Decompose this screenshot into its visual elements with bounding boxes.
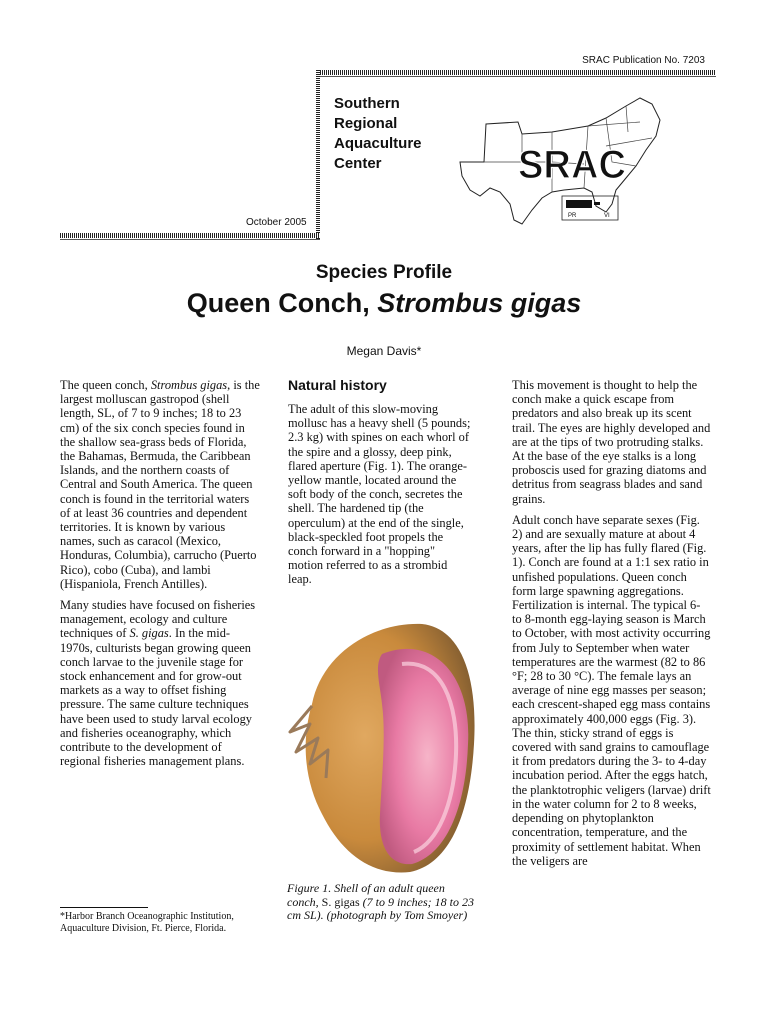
column-middle	[288, 402, 473, 594]
footnote-affiliation: *Harbor Branch Oceanographic Institution, Aquaculture Division, Ft. Pierce, Florida.	[60, 911, 234, 934]
srac-region-map-logo	[456, 92, 670, 232]
text-run: , is the largest molluscan gastropod (shell length, SL, of 7 to 9 inches; 18 to 23 cm) of the six conch species found in the shallow sea-grass beds of Florida, the Bahamas, Bermuda, the Caribbean Islands, and the northern coasts of Central and South America. The queen conch is found in the territorial waters of at least 36 countries and dependent territories. It is known by various names, such as caracol (Mexico, Honduras, Columbia), carrucho (Puerto Rico), cobo (Cuba), and lambi (Hispaniola, French Antilles).	[60, 378, 260, 591]
center-name-line: Regional	[334, 115, 398, 132]
text-run: . In the mid-1970s, culturists began growing queen conch larvae to the juvenile stage for stock enhancement and for grow-out markets as a way to offset fishing pressure. The same culture techniques have been used to study larval ecology and fisheries oceanography, which contribute to the development of regional fisheries management plans.	[60, 626, 252, 769]
header-rule-top-thin	[316, 76, 716, 77]
footnote-rule	[60, 907, 148, 908]
text-run: (7 to 9 inches; 18 to 23 cm SL). (photograph by Tom Smoyer)	[287, 894, 474, 923]
title-common-name: Queen Conch,	[186, 288, 378, 318]
center-name-line: Aquaculture	[334, 135, 422, 152]
section-heading-natural-history: Natural history	[288, 377, 387, 393]
text-run: The queen conch,	[60, 378, 151, 392]
srac-logo-text: SRAC	[518, 143, 626, 187]
paragraph-natural-history: The adult of this slow-moving mollusc has a heavy shell (5 pounds; 2.3 kg) with spines on each whorl of the spire and a glossy, deep pink, flared aperture (Fig. 1). The orange-yellow mantle, located around the soft body of the conch, secretes the shell. The hardened tip (the operculum) at the end of the single, black-speckled foot propels the conch forward in a "hopping" motion referred to as a strombid leap.	[288, 402, 471, 587]
header-rule-bottom	[60, 233, 320, 238]
paragraph-studies	[60, 598, 260, 768]
header-rule-vertical	[316, 70, 320, 240]
title-scientific-name: Strombus gigas	[377, 288, 582, 318]
text-run: Figure 1. Shell of an adult queen conch,	[287, 881, 445, 909]
scientific-name: S. gigas	[129, 626, 169, 641]
scientific-name: S. gigas	[321, 894, 360, 909]
header-rule-top	[316, 70, 716, 75]
map-label-pr: PR	[568, 213, 577, 219]
column-right	[512, 378, 712, 875]
scientific-name: Strombus gigas	[150, 378, 228, 392]
publication-date: October 2005	[246, 217, 307, 228]
header-rule-bottom-thin	[60, 239, 320, 240]
species-profile-kicker: Species Profile	[315, 262, 453, 283]
paragraph-reproduction: Adult conch have separate sexes (Fig. 2) and are sexually mature at about 4 years, after the lip has fully flared (Fig. 1). Conch are found at a 1:1 sex ratio in unfished populations. Queen conch form large spawning aggregations. Fertilization is internal. The typical 6- to 8-month egg-laying season is March to October, with most activity occurring from July to September when water temperatures are the warmest (82 to 86 °F; 28 to 30 °C). The female lays an average of nine egg masses per season; each crescent-shaped egg mass contains approximately 400,000 eggs (Fig. 3). The thin, sticky strand of eggs is covered with sand grains to camouflage it from predators during the 3- to 4-day incubation period. After the eggs hatch, the planktotrophic veligers (larvae) drift in the water column for 2 to 8 weeks, depending on phytoplankton concentration, temperature, and the proximity of settlement habitat. When the veligers are	[512, 512, 711, 868]
author: Megan Davis*	[346, 344, 422, 358]
publication-number: SRAC Publication No. 7203	[582, 55, 705, 66]
conch-shell-photo	[282, 614, 478, 876]
center-name	[334, 94, 422, 174]
paragraph-escape: This movement is thought to help the conch make a quick escape from predators and also break up its scent trail. The eyes are highly developed and are at the tips of two protruding stalks. At the base of the eye stalks is a long proboscis used for grazing diatoms and detritus from seagrass blades and sand grains.	[512, 378, 711, 506]
figure-1-caption	[287, 882, 477, 923]
paragraph-intro	[60, 378, 260, 591]
map-label-vi: VI	[604, 213, 610, 219]
puerto-rico-shape	[566, 200, 592, 208]
center-name-line: Southern	[334, 95, 400, 112]
virgin-islands-shape	[594, 202, 600, 205]
text-run: Many studies have focused on fisheries management, ecology and culture techniques of	[60, 598, 256, 641]
center-name-line: Center	[334, 155, 382, 172]
page-title	[0, 288, 768, 319]
column-left	[60, 378, 260, 775]
